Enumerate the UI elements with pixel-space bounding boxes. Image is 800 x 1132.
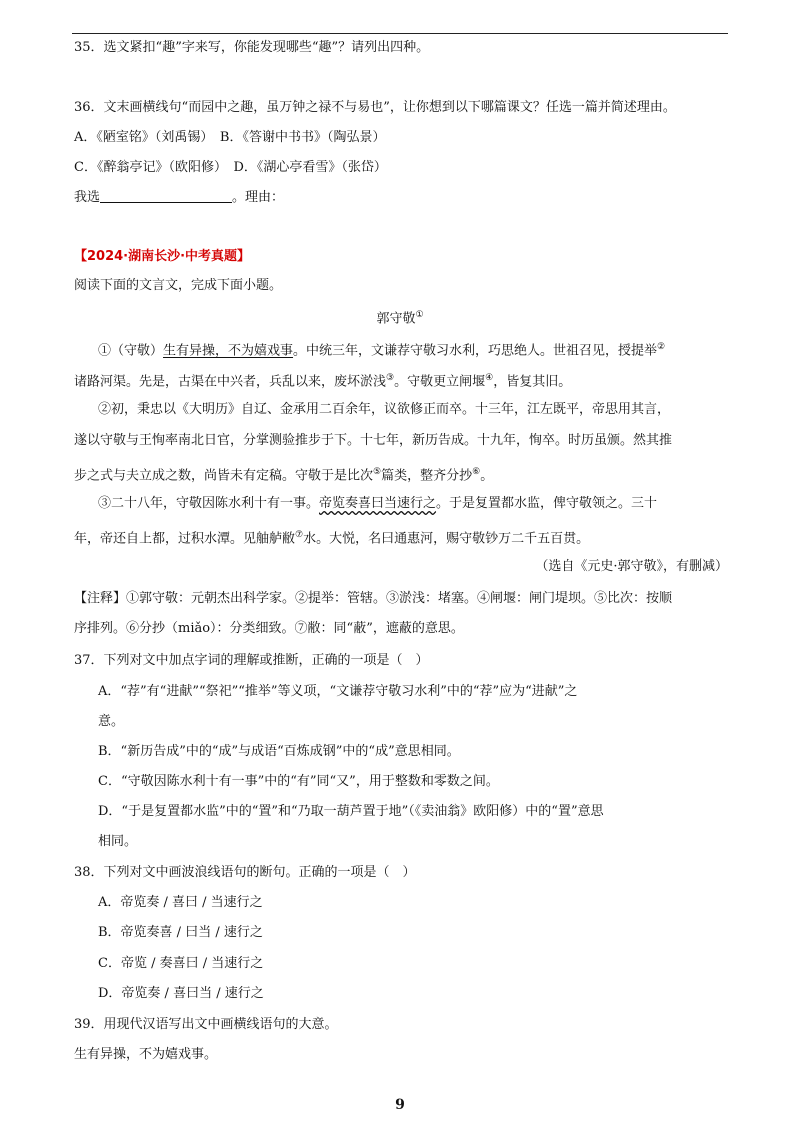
- question-39-sentence: 生有异操，不为嬉戏事。: [74, 1047, 218, 1062]
- question-37-option-c: C．“守敬因陈水利十有一事”中的“有”同“又”，用于整数和零数之间。: [98, 774, 499, 789]
- underlined-sentence: 生有异操，不为嬉戏事: [163, 343, 294, 359]
- question-36-options-cd: C．《醉翁亭记》（欧阳修） D．《湖心亭看雪》（张岱）: [74, 160, 387, 175]
- question-36-options-ab: A．《陋室铭》（刘禹锡） B．《答谢中书书》（陶弘景）: [74, 130, 386, 145]
- note-marker-4: ④: [485, 373, 494, 383]
- notes-line1: 【注释】①郭守敬：元朝杰出科学家。②提举：管辖。③淤浅：堵塞。④闸堰：闸门堤坝。⑤比次：按顺: [74, 591, 673, 606]
- title-note-marker: ①: [415, 310, 424, 320]
- p2-text-2: 篇类，整齐分抄: [381, 468, 473, 484]
- p3-text: ③二十八年，守敬因陈水利十有一事。: [98, 496, 320, 511]
- question-35: 35．选文紧扣“趣”字来写，你能发现哪些“趣”？请列出四种。: [74, 40, 430, 55]
- choose-label: 我选: [74, 190, 101, 205]
- note-marker-5: ⑤: [373, 467, 382, 477]
- passage-p1-line1: [98, 338, 665, 360]
- question-36-answer-line: [74, 189, 284, 207]
- page-number: 9: [395, 1097, 405, 1113]
- passage-p3-line2: [74, 526, 589, 548]
- question-37-option-d: D．“于是复置都水监”中的“置”和“乃取一葫芦置于地”（《卖油翁》欧阳修）中的“置”意思: [98, 804, 604, 819]
- passage-p2-line2: 遂以守敬与王恂率南北日官，分掌测验推步于下。十七年，新历告成。十九年，恂卒。时历虽颁。然其推: [74, 433, 673, 448]
- top-rule: [72, 33, 728, 34]
- answer-blank: [100, 189, 232, 203]
- question-39-stem: 39．用现代汉语写出文中画横线语句的大意。: [74, 1017, 338, 1032]
- question-37-option-b: B．“新历告成”中的“成”与成语“百炼成钢”中的“成”意思相同。: [98, 744, 460, 759]
- question-38-stem: 38．下列对文中画波浪线语句的断句。正确的一项是（ ）: [74, 865, 416, 880]
- question-38-option-b: B．帝览奏喜 / 曰当 / 速行之: [98, 925, 263, 940]
- p1-text: 。中统三年，文谦荐守敬习水利，巧思绝人。世祖召见，授提举: [293, 343, 658, 359]
- p1-number: ①（守敬）: [98, 343, 164, 359]
- section-instruction: 阅读下面的文言文，完成下面小题。: [74, 278, 283, 293]
- question-38-option-c: C．帝览 / 奏喜曰 / 当速行之: [98, 956, 264, 971]
- note-marker-7: ⑦: [295, 530, 304, 540]
- p1-text-3: 。守敬更立闸堰: [394, 374, 486, 390]
- wavy-underlined-sentence: 帝览奏喜曰当速行之: [319, 496, 437, 511]
- note-marker-3: ③: [386, 373, 395, 383]
- passage-p1-line2: [74, 369, 571, 391]
- passage-title-text: 郭守敬: [376, 311, 416, 327]
- question-37-option-d-cont: 相同。: [98, 834, 138, 849]
- passage-p3-line1: [98, 495, 657, 513]
- question-38-option-a: A．帝览奏 / 喜曰 / 当速行之: [98, 895, 263, 910]
- p2-text-3: 。: [480, 468, 494, 484]
- p1-text-4: ，皆复其旧。: [493, 374, 572, 390]
- passage-source: （选自《元史·郭守敬》，有删减）: [535, 559, 728, 574]
- question-38-option-d: D．帝览奏 / 喜曰当 / 速行之: [98, 986, 264, 1001]
- p3-text-3: 年，帝还自上都，过积水潭。见舳舻敝: [74, 531, 296, 547]
- question-37-stem: 37．下列对文中加点字词的理解或推断，正确的一项是（ ）: [74, 653, 429, 668]
- notes-line2: 序排列。⑥分抄（miǎo）：分类细致。⑦敝：同“蔽”，遮蔽的意思。: [74, 621, 464, 636]
- note-marker-6: ⑥: [472, 467, 481, 477]
- question-37-option-a: A．“荐”有“进献”“祭祀”“推举”等义项，“文谦荐守敬习水利”中的“荐”应为“进献”之: [98, 684, 578, 699]
- passage-title: [0, 306, 800, 328]
- passage-p2-line3: [74, 463, 493, 485]
- p3-text-4: 水。大悦，名曰通惠河，赐守敬钞万二千五百贯。: [303, 531, 590, 547]
- reason-label: 。理由：: [232, 190, 285, 205]
- p3-text-2: 。于是复置都水监，俾守敬领之。三十: [436, 496, 658, 511]
- p2-text: 步之式与夫立成之数，尚皆未有定稿。守敬于是比次: [74, 468, 374, 484]
- passage-p2-line1: ②初，秉忠以《大明历》自辽、金承用二百余年，议欲修正而卒。十三年，江左既平，帝思用其言，: [98, 402, 671, 417]
- question-37-option-a-cont: 意。: [98, 714, 125, 729]
- section-label: 【2024·湖南长沙·中考真题】: [74, 249, 251, 264]
- note-marker-2: ②: [657, 342, 666, 352]
- p1-text-2: 诸路河渠。先是，古渠在中兴者，兵乱以来，废坏淤浅: [74, 374, 387, 390]
- question-36-stem: 36．文末画横线句“而园中之趣，虽万钟之禄不与易也”，让你想到以下哪篇课文？任选一篇并简述理由。: [74, 100, 676, 115]
